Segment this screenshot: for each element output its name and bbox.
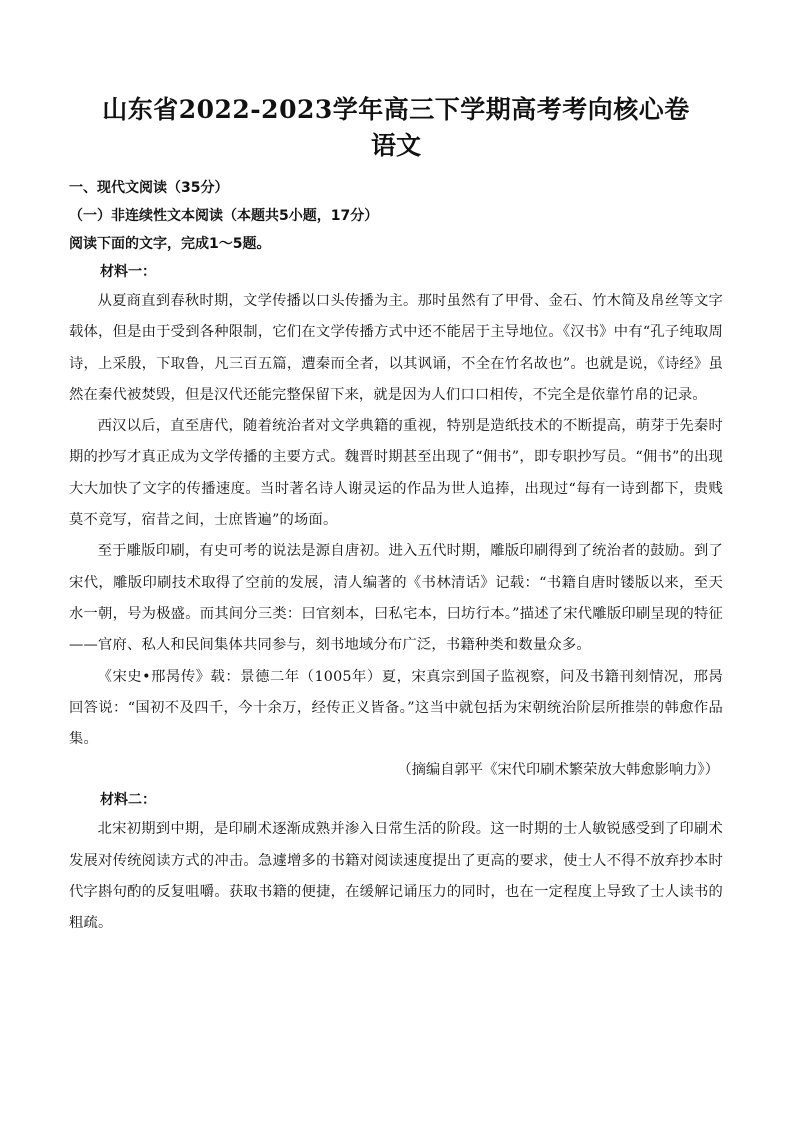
- reading-instruction: 阅读下面的文字，完成1～5题。: [69, 236, 271, 252]
- subsection-heading: （一）非连续性文本阅读（本题共5小题，17分）: [69, 208, 379, 224]
- material-one-label: 材料一：: [100, 264, 156, 280]
- exam-title: 山东省2022-2023学年高三下学期高考考向核心卷: [102, 95, 690, 124]
- subject-title: 语文: [370, 131, 421, 160]
- material-one-paragraph: 《宋史•邢昺传》载：景德二年（1005年）夏，宋真宗到国子监视察，问及书籍刊刻情况，邢昺回答说：“国初不及四千，今十余万，经传正义皆备。”这当中就包括为宋朝统治阶层所推崇的韩愈作品集。: [69, 668, 723, 748]
- material-two-paragraph: 北宋初期到中期，是印刷术逐渐成熟并渗入日常生活的阶段。这一时期的士人敏锐感受到了印刷术发展对传统阅读方式的冲击。急遽增多的书籍对阅读速度提出了更高的要求，使士人不得不放弃抄本时代字斟句酌的反复咀嚼。获取书籍的便捷，在缓解记诵压力的同时，也在一定程度上导致了士人读书的粗疏。: [69, 821, 723, 932]
- material-two-label: 材料二：: [100, 792, 156, 809]
- material-one-paragraph: 从夏商直到春秋时期，文学传播以口头传播为主。那时虽然有了甲骨、金石、竹木简及帛丝等文字载体，但是由于受到各种限制，它们在文学传播方式中还不能居于主导地位。《汉书》中有“孔子纯取周诗，上采殷，下取鲁，凡三百五篇，遭秦而全者，以其讽诵，不全在竹名故也”。也就是说，《诗经》虽然在秦代被焚毁，但是汉代还能完整保留下来，就是因为人们口口相传，不完全是依靠竹帛的记录。: [69, 293, 723, 403]
- material-one-source: （摘编自郭平《宋代印刷术繁荣放大韩愈影响力》）: [397, 762, 719, 779]
- material-one-paragraph: 西汉以后，直至唐代，随着统治者对文学典籍的重视，特别是造纸技术的不断提高，萌芽于先秦时期的抄写才真正成为文学传播的主要方式。魏晋时期甚至出现了“佣书”，即专职抄写员。“佣书”的出现大大加快了文字的传播速度。当时著名诗人谢灵运的作品为世人追捧，出现过“每有一诗到都下，贵贱莫不竞写，宿昔之间，士庶皆遍”的场面。: [69, 418, 723, 529]
- material-one-paragraph: 至于雕版印刷，有史可考的说法是源自唐初。进入五代时期，雕版印刷得到了统治者的鼓励。到了宋代，雕版印刷技术取得了空前的发展，清人编著的《书林清话》记载：“书籍自唐时镂版以来，至天水一朝，号为极盛。而其间分三类：曰官刻本，曰私宅本，曰坊行本。”描述了宋代雕版印刷呈现的特征——官府、私人和民间集体共同参与，刻书地域分布广泛，书籍种类和数量众多。: [69, 543, 723, 654]
- section-heading: 一、现代文阅读（35分）: [69, 180, 229, 196]
